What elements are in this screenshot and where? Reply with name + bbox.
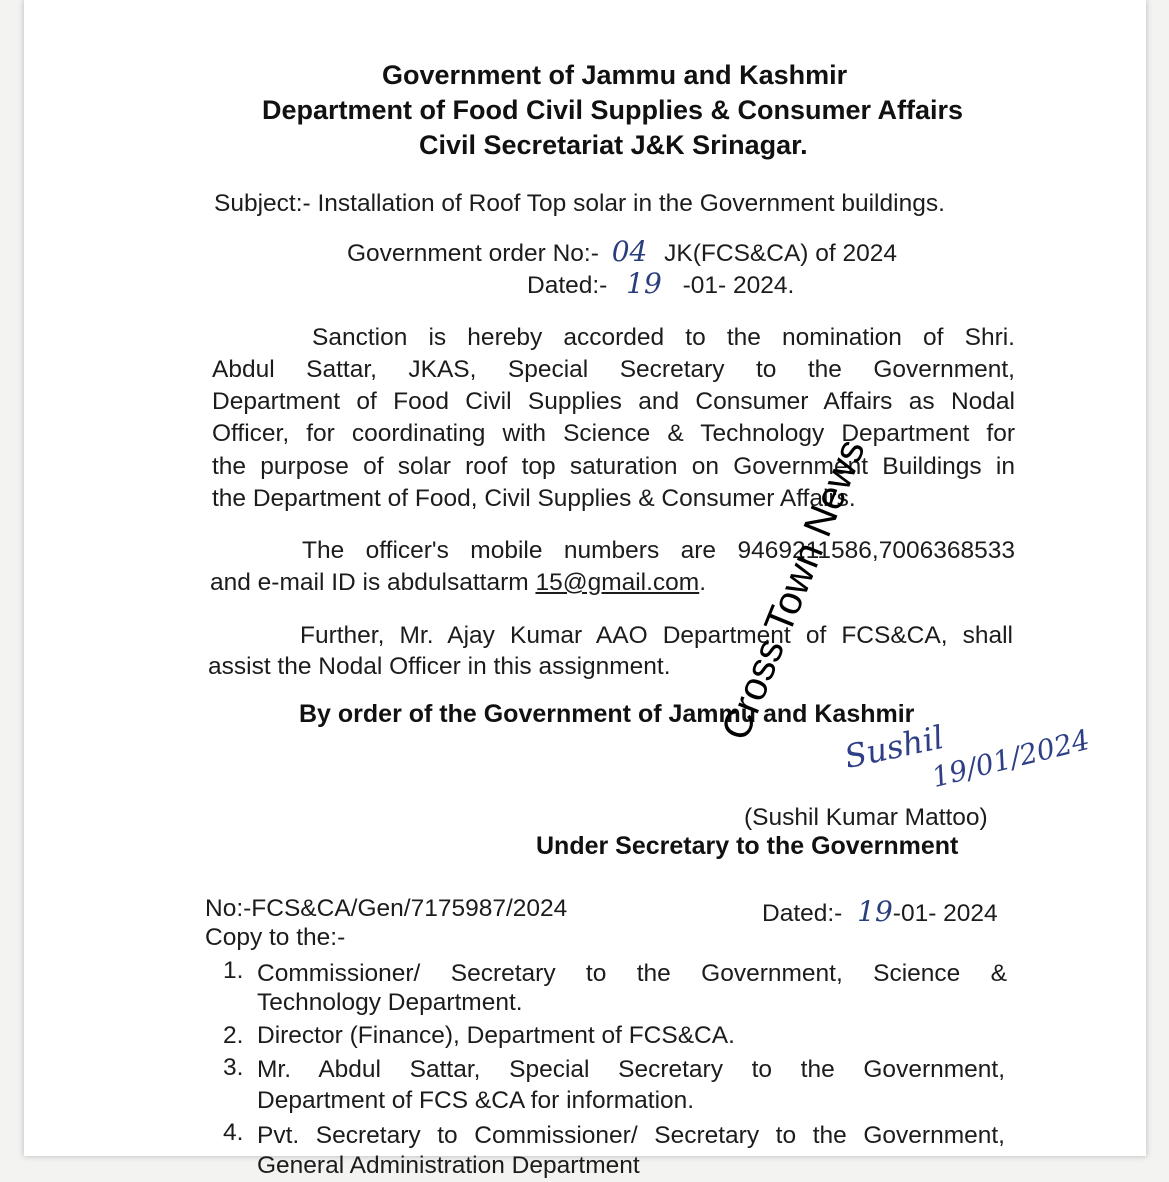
email-link[interactable]: 15@gmail.com bbox=[535, 569, 700, 596]
list-item-line: Technology Department. bbox=[257, 989, 523, 1016]
para1-line: Department of Food Civil Supplies and Consumer Affairs as Nodal bbox=[212, 388, 1015, 415]
list-item-line: Pvt. Secretary to Commissioner/ Secretary to the Government, bbox=[257, 1122, 1005, 1149]
reference-number: No:-FCS&CA/Gen/7175987/2024 bbox=[205, 895, 568, 922]
email-prefix: and e-mail ID is abdulsattarm bbox=[210, 569, 536, 596]
reference-dated-prefix: Dated:- bbox=[762, 900, 843, 927]
copy-to-heading: Copy to the:- bbox=[205, 924, 346, 951]
para1-line: Abdul Sattar, JKAS, Special Secretary to the Government, bbox=[212, 356, 1015, 383]
order-number-handwritten: 04 bbox=[611, 235, 648, 268]
para1-line: the Department of Food, Civil Supplies & Consumer Affairs. bbox=[212, 485, 856, 512]
order-dated-prefix: Dated:- bbox=[527, 272, 608, 299]
list-item-line: Director (Finance), Department of FCS&CA. bbox=[257, 1022, 735, 1049]
order-dated-suffix: -01- 2024. bbox=[682, 272, 795, 299]
order-number-line bbox=[347, 236, 897, 270]
list-item-line: Department of FCS &CA for information. bbox=[257, 1087, 695, 1114]
para1-line: Officer, for coordinating with Science & Technology Department for bbox=[212, 420, 1015, 447]
reference-dated-day-handwritten: 19 bbox=[857, 895, 893, 928]
email-suffix: . bbox=[699, 569, 707, 596]
para1-line: Sanction is hereby accorded to the nomination of Shri. bbox=[312, 324, 1015, 351]
by-order-line: By order of the Government of Jammu and Kashmir bbox=[299, 700, 915, 728]
reference-dated bbox=[762, 896, 998, 930]
header-line-1: Government of Jammu and Kashmir bbox=[382, 60, 848, 90]
para2-line-1: The officer's mobile numbers are 9469211586,7006368533 bbox=[302, 537, 1015, 564]
header-line-2: Department of Food Civil Supplies & Consumer Affairs bbox=[262, 95, 964, 125]
order-prefix: Government order No:- bbox=[347, 240, 599, 267]
order-dated-line bbox=[527, 268, 794, 302]
reference-dated-suffix: -01- 2024 bbox=[892, 900, 998, 927]
signature-date-handwritten: 19/01/2024 bbox=[928, 722, 1093, 795]
para3-line: Further, Mr. Ajay Kumar AAO Department of FCS&CA, shall bbox=[300, 622, 1013, 649]
para2-line-2 bbox=[210, 567, 706, 599]
list-item-line: General Administration Department bbox=[257, 1152, 640, 1179]
header-line-3: Civil Secretariat J&K Srinagar. bbox=[419, 130, 808, 160]
list-item-number: 3. bbox=[223, 1054, 244, 1081]
list-item-line: Commissioner/ Secretary to the Government, Science & bbox=[257, 960, 1007, 987]
list-item-number: 1. bbox=[223, 957, 244, 984]
list-item-number: 4. bbox=[223, 1119, 244, 1146]
order-suffix: JK(FCS&CA) of 2024 bbox=[664, 240, 898, 267]
order-dated-day-handwritten: 19 bbox=[626, 267, 662, 300]
signatory-name: (Sushil Kumar Mattoo) bbox=[744, 804, 988, 831]
signature-scribble: Sushil bbox=[841, 718, 947, 776]
watermark-text: Cross Town News bbox=[713, 433, 874, 747]
para3-line: assist the Nodal Officer in this assignment. bbox=[208, 653, 671, 680]
list-item-number: 2. bbox=[223, 1022, 244, 1049]
list-item-line: Mr. Abdul Sattar, Special Secretary to the Government, bbox=[257, 1056, 1005, 1083]
subject-line: Subject:- Installation of Roof Top solar in the Government buildings. bbox=[214, 190, 945, 217]
signatory-designation: Under Secretary to the Government bbox=[536, 832, 959, 860]
document-page bbox=[24, 0, 1146, 1179]
para1-line: the purpose of solar roof top saturation on Government Buildings in bbox=[212, 453, 1015, 480]
